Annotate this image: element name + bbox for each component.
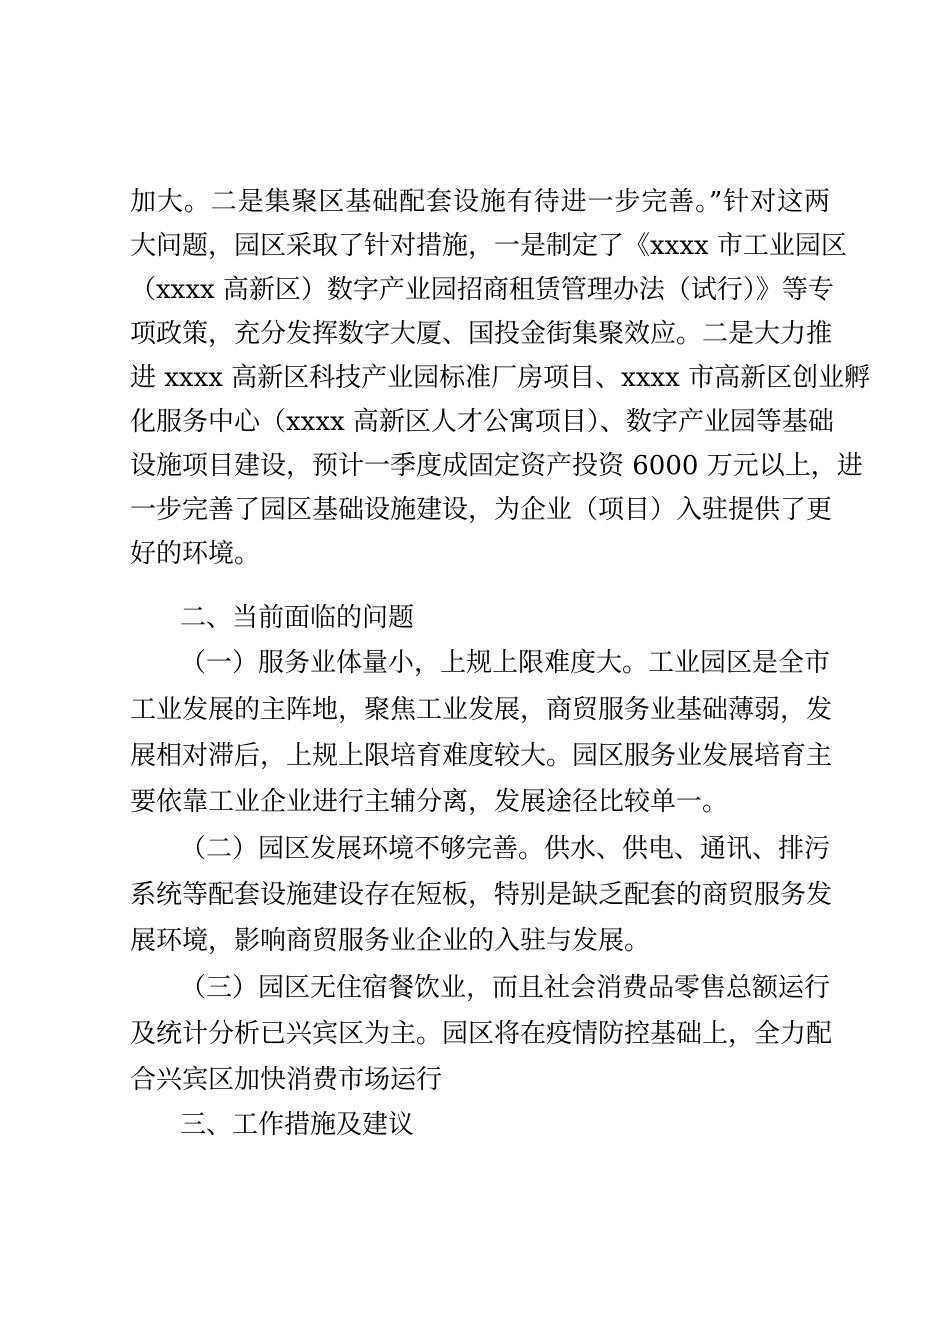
intro-line-2: 大问题，园区采取了针对措施，一是制定了《xxxx 市工业园区 [130,231,847,261]
p3-line-3: 合兴宾区加快消费市场运行 [130,1065,443,1095]
intro-line-9: 好的环境。 [130,539,261,569]
intro-line-1: 加大。二是集聚区基础配套设施有待进一步完善。”针对这两 [130,187,830,217]
intro-line-8: 一步完善了园区基础设施建设，为企业（项目）入驻提供了更 [130,495,833,525]
p2-rest: 供水、供电、通讯、排污 [544,834,831,864]
p3-rest: 园区将在疫情防控基础上，全力配 [442,1019,833,1049]
p3-lead-end: 及统计分析已兴宾区为主。 [130,1019,443,1049]
p1-first-line [180,643,830,683]
p2-first-line [180,829,830,869]
p2-line-2: 系统等配套设施建设存在短板，特别是缺乏配套的商贸服务发 [130,880,833,910]
intro-line-5: 进 xxxx 高新区科技产业园标准厂房项目、xxxx 市高新区创业孵 [130,363,871,393]
intro-line-3: （xxxx 高新区）数字产业园招商租赁管理办法（试行）》等专 [130,275,834,305]
p2-lead: （二）园区发展环境不够完善。 [180,834,545,864]
p1-line-2: 工业发展的主阵地，聚焦工业发展，商贸服务业基础薄弱，发 [130,695,833,725]
intro-line-6: 化服务中心（xxxx 高新区人才公寓项目）、数字产业园等基础 [130,407,834,437]
intro-line-4: 项政策，充分发挥数字大厦、国投金街集聚效应。二是大力推 [130,319,833,349]
p1-rest: 工业园区是全市 [648,648,831,678]
p1-line-4: 要依靠工业企业进行主辅分离，发展途径比较单一。 [130,787,729,817]
p2-line-3: 展环境，影响商贸服务业企业的入驻与发展。 [130,926,651,956]
p3-line-2 [130,1014,833,1054]
section-heading-3: 三、工作措施及建议 [180,1110,415,1140]
p1-lead: （一）服务业体量小，上规上限难度大。 [180,648,649,678]
section-heading-2: 二、当前面临的问题 [180,603,415,633]
p3-first-line [180,968,830,1008]
intro-line-7: 设施项目建设，预计一季度成固定资产投资 6000 万元以上，进 [130,451,863,481]
p3-lead: （三）园区无住宿餐饮业，而且社会消费品零售总额运行 [180,973,831,1003]
p1-line-3: 展相对滞后，上规上限培育难度较大。园区服务业发展培育主 [130,741,833,771]
